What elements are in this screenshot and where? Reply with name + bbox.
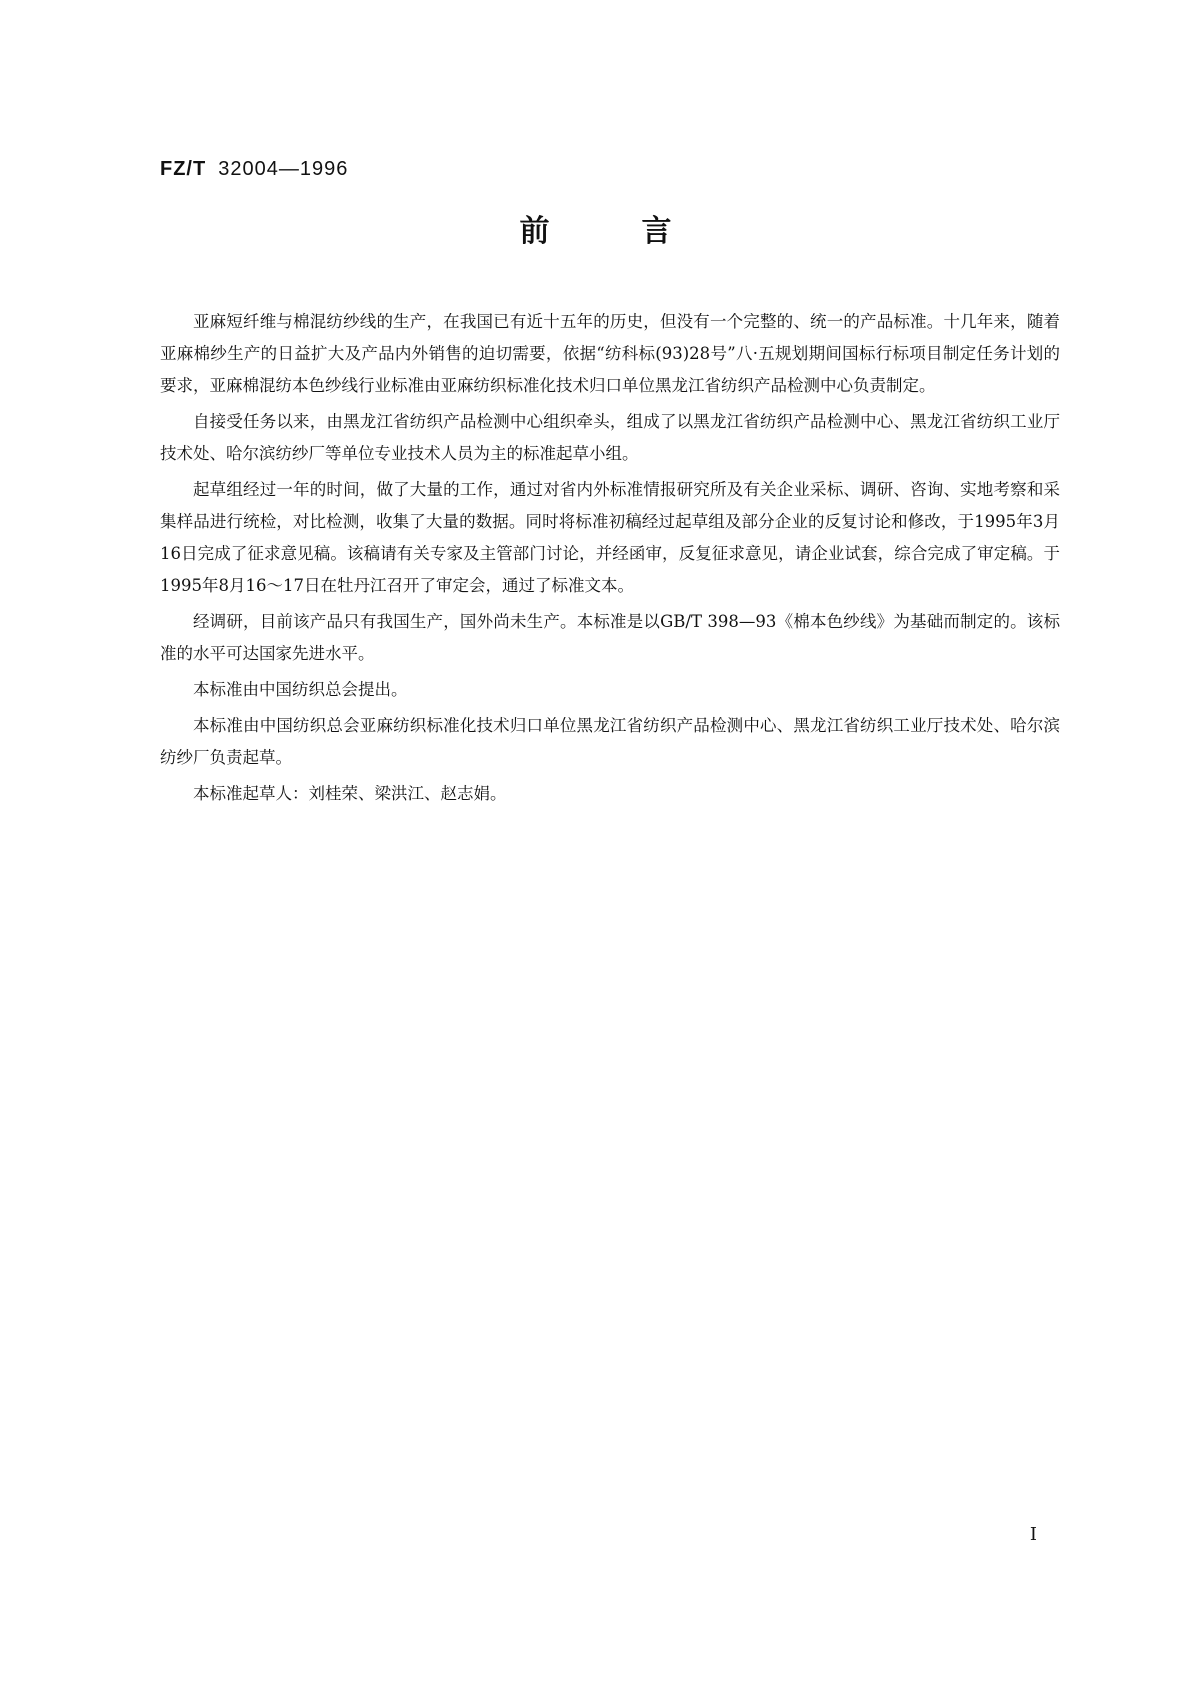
standard-prefix: FZ/T [160,158,207,180]
standard-code [160,158,348,181]
paragraph-1: 亚麻短纤维与棉混纺纱线的生产，在我国已有近十五年的历史，但没有一个完整的、统一的产品标准。十几年来，随着亚麻棉纱生产的日益扩大及产品内外销售的迫切需要，依据“纺科标(93)28号”八·五规划期间国标行标项目制定任务计划的要求，亚麻棉混纺本色纱线行业标准由亚麻纺织标准化技术归口单位黑龙江省纺织产品检测中心负责制定。 [160,312,1060,395]
paragraph-4: 经调研，目前该产品只有我国生产，国外尚未生产。本标准是以GB/T 398—93《棉本色纱线》为基础而制定的。该标准的水平可达国家先进水平。 [160,612,1060,663]
title-char-1: 前 [519,214,550,249]
title-char-2: 言 [641,214,672,249]
paragraph-2: 自接受任务以来，由黑龙江省纺织产品检测中心组织牵头，组成了以黑龙江省纺织产品检测中心、黑龙江省纺织工业厅技术处、哈尔滨纺纱厂等单位专业技术人员为主的标准起草小组。 [160,412,1060,463]
standard-number: 32004—1996 [218,158,349,180]
page-number: I [1029,1524,1037,1545]
page-title [0,212,1191,252]
paragraph-5: 本标准由中国纺织总会提出。 [193,680,408,699]
paragraph-3: 起草组经过一年的时间，做了大量的工作，通过对省内外标准情报研究所及有关企业采标、调研、咨询、实地考察和采集样品进行统检，对比检测，收集了大量的数据。同时将标准初稿经过起草组及部分企业的反复讨论和修改，于1995年3月16日完成了征求意见稿。该稿请有关专家及主管部门讨论，并经函审，反复征求意见，请企业试套，综合完成了审定稿。于1995年8月16～17日在牡丹江召开了审定会，通过了标准文本。 [160,480,1060,595]
paragraph-6: 本标准由中国纺织总会亚麻纺织标准化技术归口单位黑龙江省纺织产品检测中心、黑龙江省纺织工业厅技术处、哈尔滨纺纱厂负责起草。 [160,716,1060,767]
paragraph-7: 本标准起草人：刘桂荣、梁洪江、赵志娟。 [193,784,507,803]
document-body [160,306,1060,814]
